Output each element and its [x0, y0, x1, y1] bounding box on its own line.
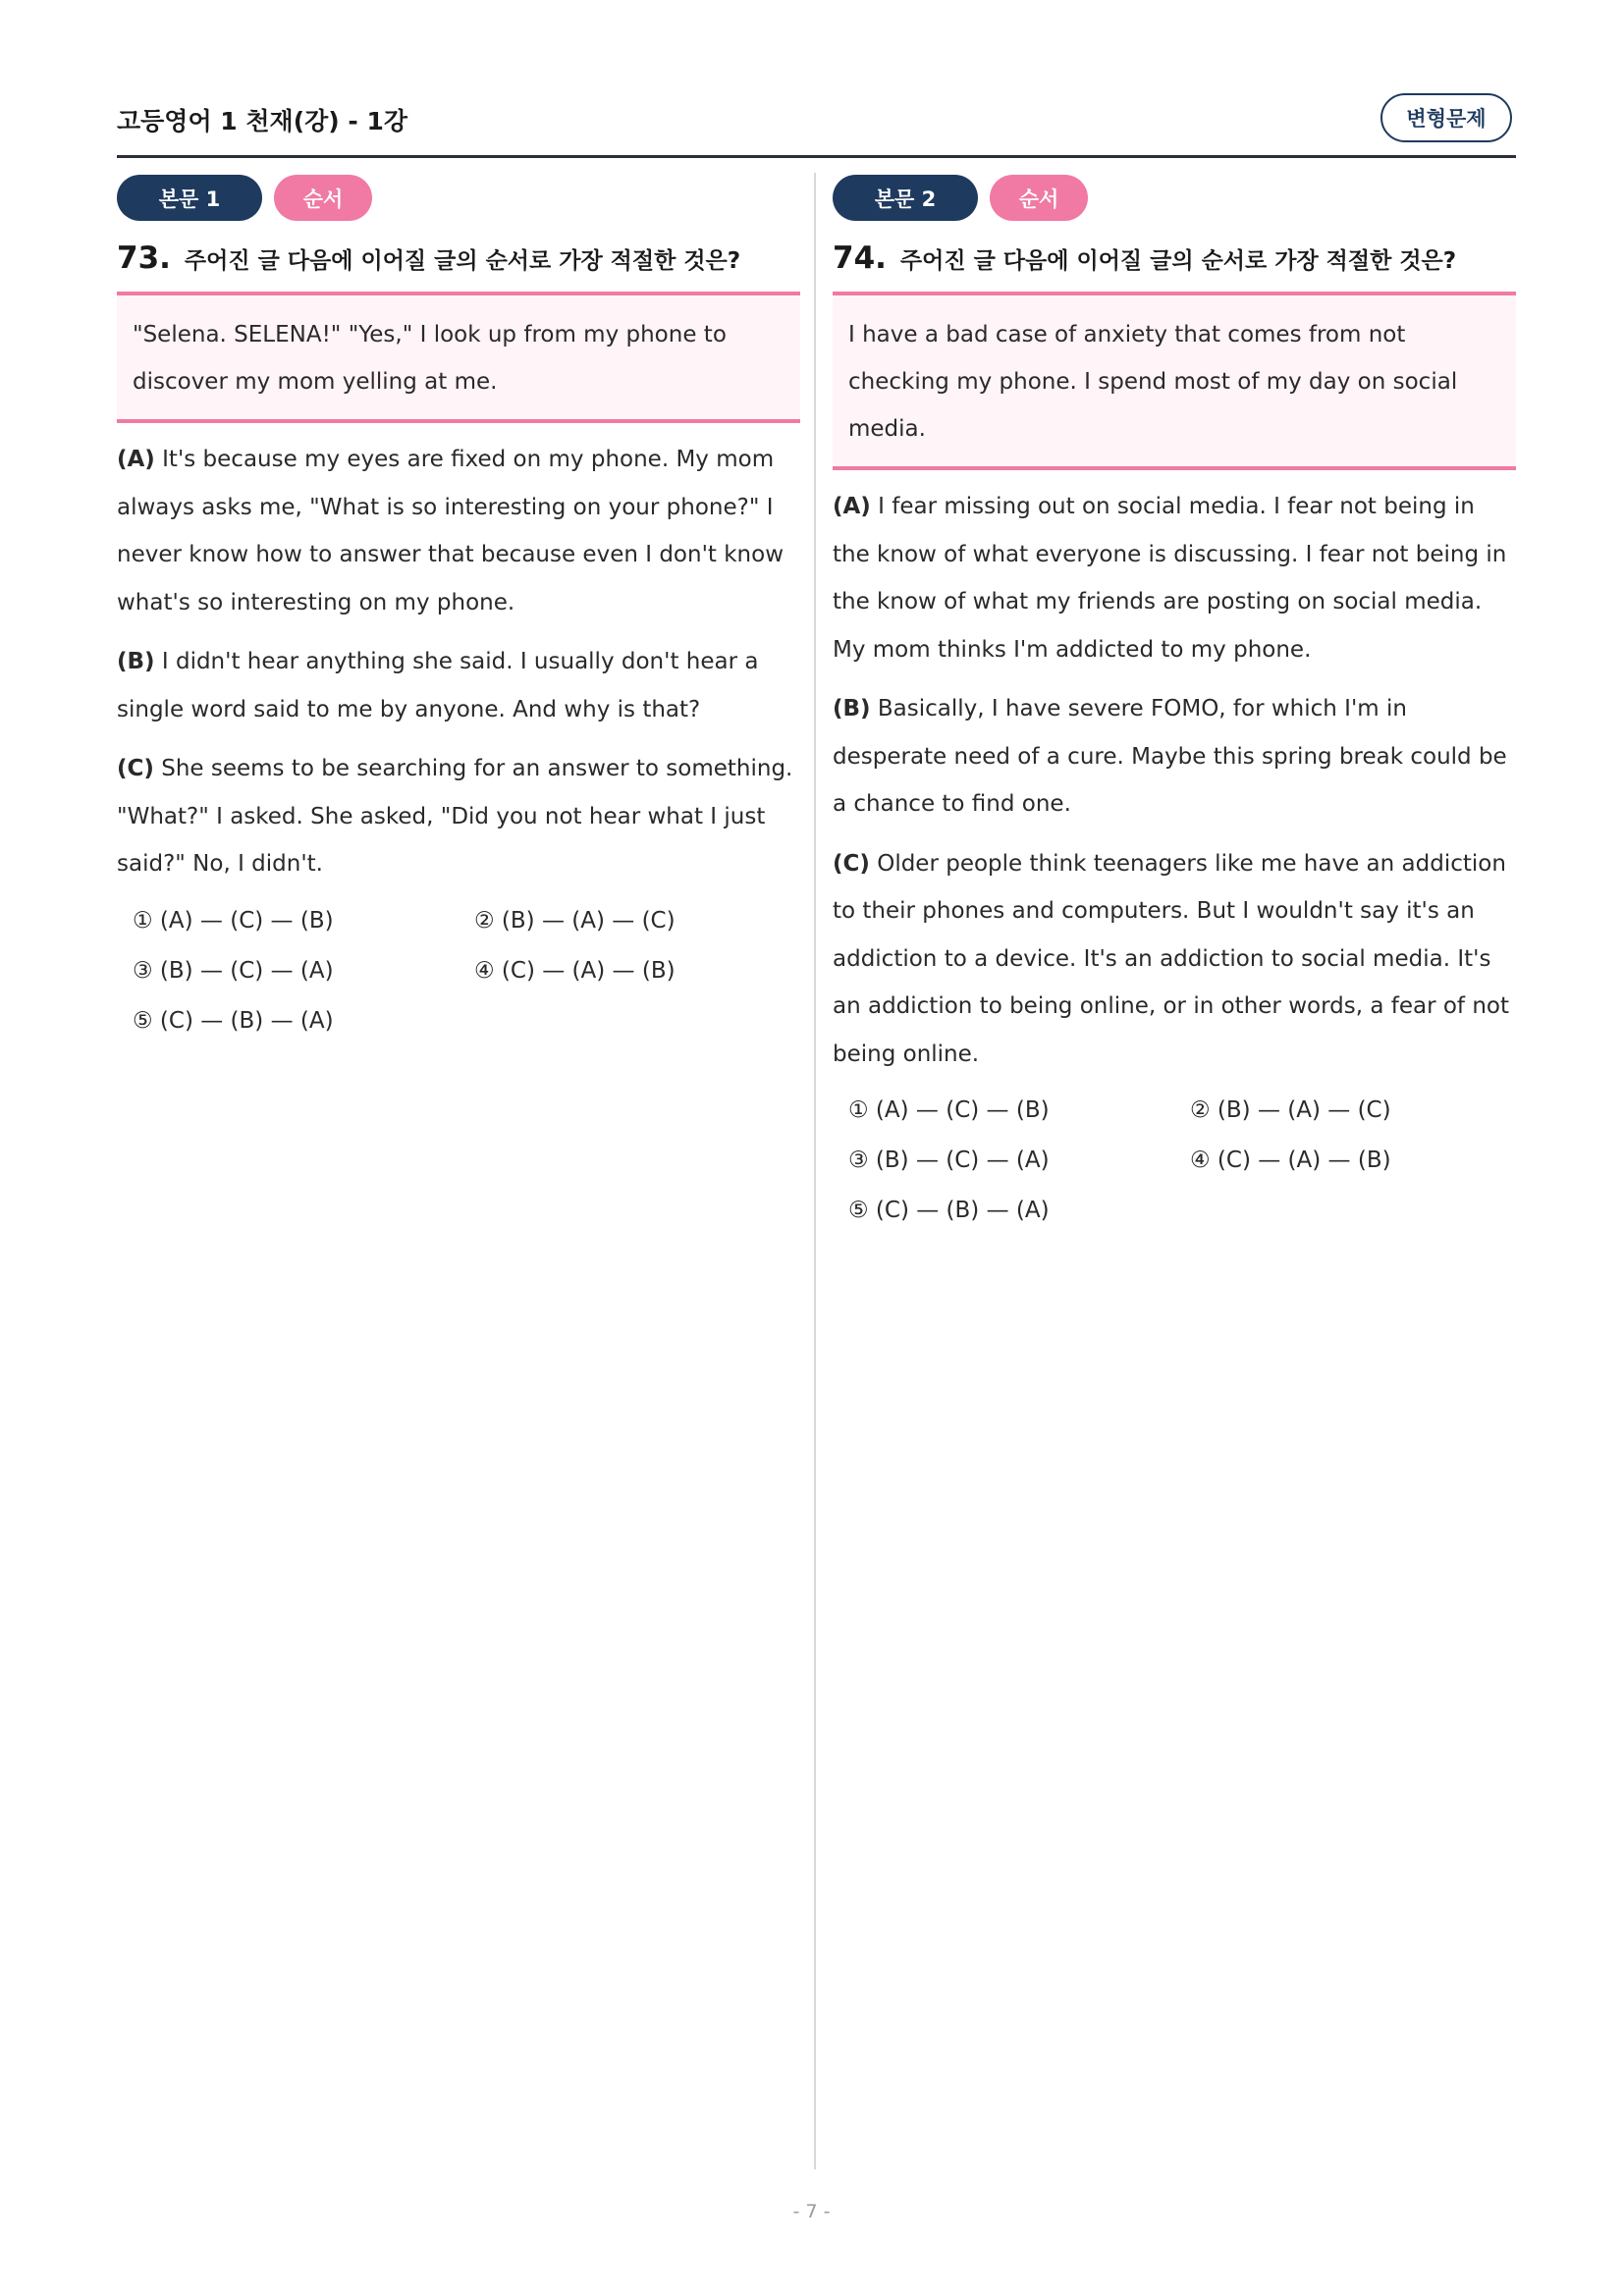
choice-2[interactable]: ② (B) — (A) — (C): [1190, 1097, 1391, 1123]
paragraph-text: I fear missing out on social media. I fear not being in the know of what everyone is discussing. I fear not being in the know of what my friends are posting on social media. My mom thinks I'm addicted to my phone.: [833, 494, 1507, 663]
question-tags: [833, 175, 1516, 221]
given-passage-box: I have a bad case of anxiety that comes from not checking my phone. I spend most of my day on social media.: [833, 292, 1516, 470]
paragraph-c: [833, 840, 1516, 1079]
choice-1[interactable]: ① (A) — (C) — (B): [133, 907, 334, 934]
paragraph-text: She seems to be searching for an answer to something. "What?" I asked. She asked, "Did you not hear what I just said?" No, I didn't.: [117, 756, 793, 877]
passage-paragraphs: [833, 483, 1516, 1078]
choice-2[interactable]: ② (B) — (A) — (C): [474, 907, 676, 934]
choice-4[interactable]: ④ (C) — (A) — (B): [1190, 1148, 1391, 1173]
question-74-column: [833, 175, 1516, 1232]
choice-3[interactable]: ③ (B) — (C) — (A): [848, 1148, 1050, 1173]
answer-choices: [833, 1090, 1516, 1232]
answer-choices: [117, 900, 800, 1042]
question-tags: [117, 175, 800, 221]
paragraph-label: (B): [833, 696, 871, 721]
choice-1[interactable]: ① (A) — (C) — (B): [848, 1097, 1050, 1123]
type-tag: 순서: [990, 175, 1088, 221]
passage-tag: 본문 1: [117, 175, 262, 221]
choice-5[interactable]: ⑤ (C) — (B) — (A): [848, 1198, 1050, 1223]
column-divider: [814, 173, 816, 2169]
type-tag: 순서: [274, 175, 372, 221]
choice-4[interactable]: ④ (C) — (A) — (B): [474, 957, 676, 984]
passage-tag: 본문 2: [833, 175, 978, 221]
paragraph-label: (C): [117, 756, 154, 781]
paragraph-text: Older people think teenagers like me have an addiction to their phones and computers. But I wouldn't say it's an addiction to a device. It's an addiction to social media. It's an addiction to being online, or in other words, a fear of not being online.: [833, 850, 1509, 1067]
paragraph-label: (C): [833, 850, 870, 877]
paragraph-text: I didn't hear anything she said. I usually don't hear a single word said to me by anyone. And why is that?: [117, 649, 759, 722]
paragraph-text: It's because my eyes are fixed on my phone. My mom always asks me, "What is so interesting on your phone?" I never know how to answer that because even I don't know what's so interesting on my phone.: [117, 447, 784, 615]
paragraph-a: [833, 483, 1516, 673]
question-number: 74.: [833, 240, 887, 276]
header-badge: 변형문제: [1380, 93, 1512, 142]
paragraph-label: (B): [117, 649, 155, 674]
paragraph-label: (A): [833, 494, 871, 519]
paragraph-text: Basically, I have severe FOMO, for which I'm in desperate need of a cure. Maybe this spring break could be a chance to find one.: [833, 696, 1507, 817]
page-header-title: 고등영어 1 천재(강) - 1강: [117, 107, 408, 135]
paragraph-c: [117, 745, 800, 888]
choice-3[interactable]: ③ (B) — (C) — (A): [133, 957, 334, 984]
question-prompt: 주어진 글 다음에 이어질 글의 순서로 가장 적절한 것은?: [899, 248, 1457, 274]
question-73-column: [117, 175, 800, 1042]
paragraph-label: (A): [117, 447, 155, 472]
passage-paragraphs: [117, 436, 800, 888]
page-number: - 7 -: [792, 2201, 831, 2222]
question-title: [833, 240, 1516, 276]
question-number: 73.: [117, 240, 171, 276]
given-passage-box: "Selena. SELENA!" "Yes," I look up from my phone to discover my mom yelling at me.: [117, 292, 800, 423]
choice-5[interactable]: ⑤ (C) — (B) — (A): [133, 1007, 334, 1034]
question-title: [117, 240, 800, 276]
paragraph-b: [117, 638, 800, 733]
paragraph-a: [117, 436, 800, 626]
header-divider: [117, 155, 1516, 158]
paragraph-b: [833, 685, 1516, 828]
question-prompt: 주어진 글 다음에 이어질 글의 순서로 가장 적절한 것은?: [184, 248, 741, 274]
